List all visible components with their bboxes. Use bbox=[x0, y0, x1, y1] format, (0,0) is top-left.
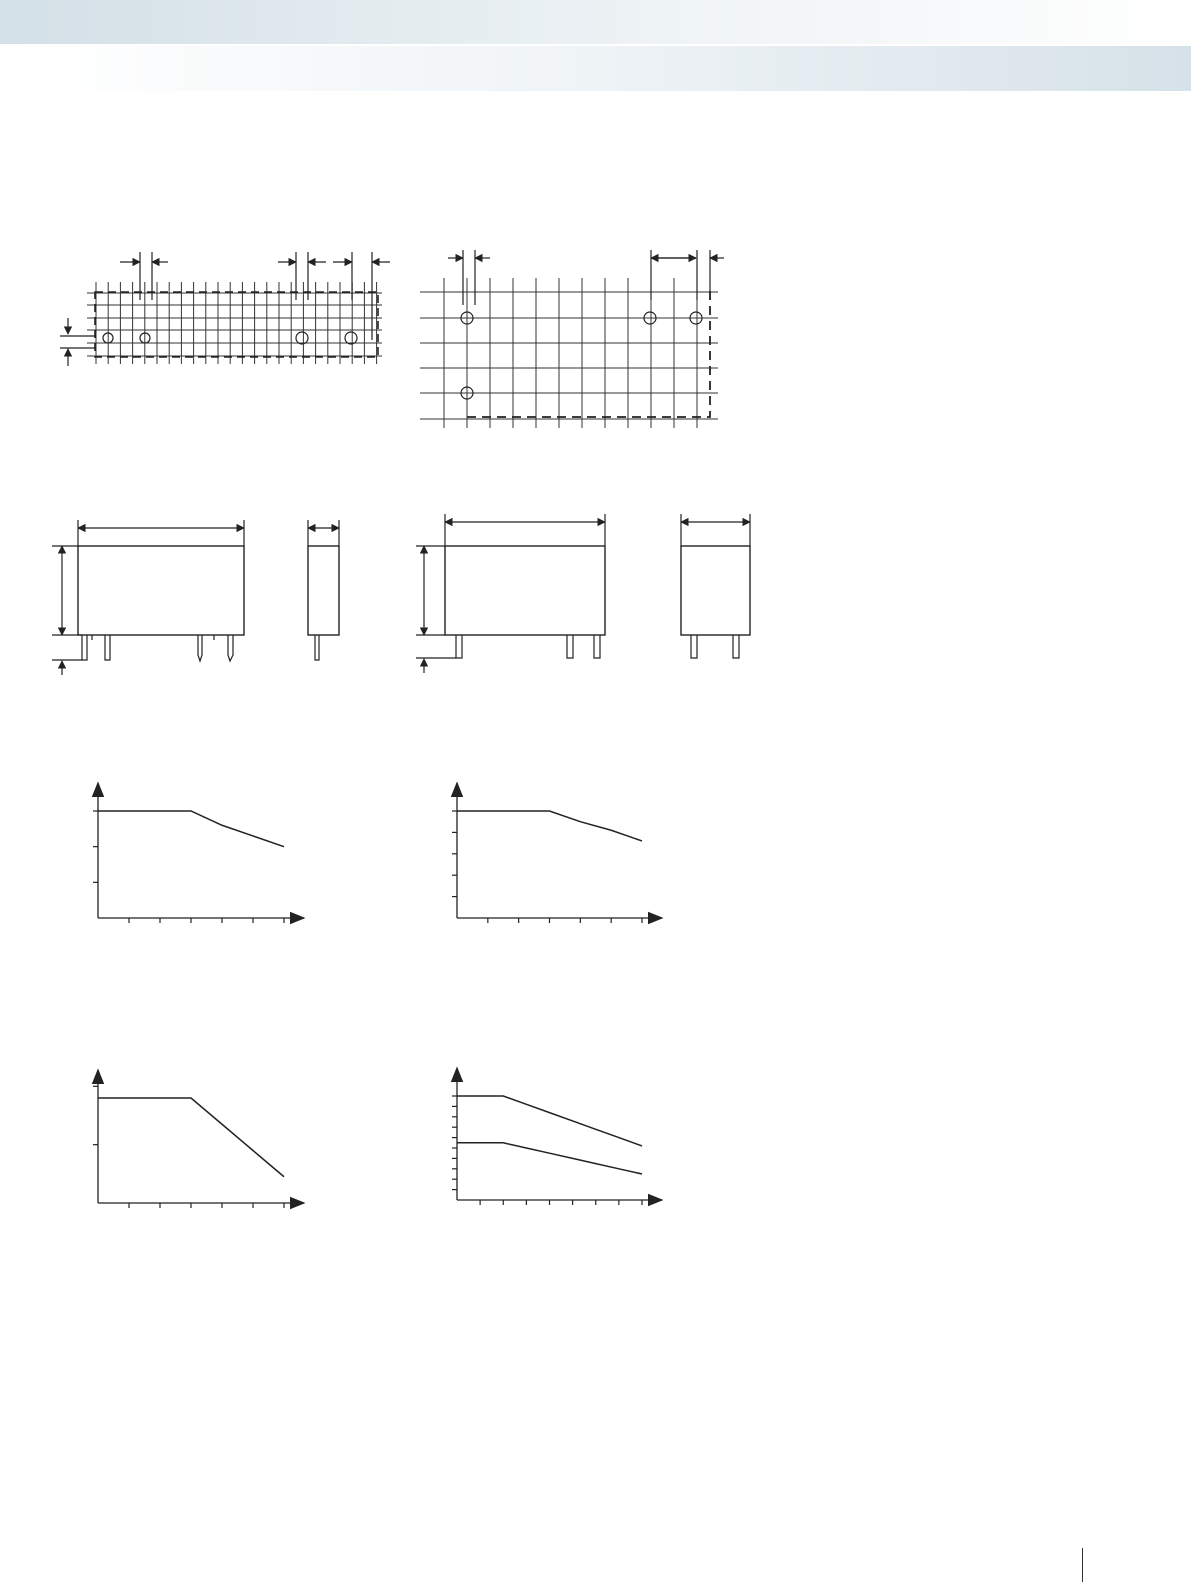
pin bbox=[691, 635, 697, 658]
relay-front-a bbox=[52, 520, 244, 675]
pcb-layout-right bbox=[420, 250, 724, 428]
relay-side-b bbox=[681, 514, 750, 658]
derating-chart-1 bbox=[93, 783, 304, 923]
pin bbox=[567, 635, 573, 658]
relay-front-b bbox=[416, 514, 605, 673]
series-line-1 bbox=[457, 1096, 642, 1146]
pcb-grid-left bbox=[87, 282, 382, 364]
pin-hole bbox=[296, 332, 308, 344]
pin bbox=[198, 635, 202, 661]
page-number-rule bbox=[1082, 1548, 1083, 1582]
relay-side-a bbox=[308, 520, 339, 660]
pin bbox=[105, 635, 110, 660]
series-line-1 bbox=[98, 811, 284, 847]
pin bbox=[82, 635, 87, 660]
pin-hole bbox=[345, 332, 357, 344]
pcb-layout-left bbox=[60, 252, 390, 366]
series-line-2 bbox=[457, 1143, 642, 1174]
derating-chart-4 bbox=[452, 1068, 662, 1205]
pin bbox=[315, 635, 319, 660]
series-line-1 bbox=[457, 811, 642, 841]
pin bbox=[228, 635, 233, 661]
pcb-grid-right bbox=[420, 278, 718, 428]
pin bbox=[456, 635, 462, 658]
pin bbox=[733, 635, 739, 658]
relay-outline-left bbox=[95, 292, 378, 357]
pin bbox=[594, 635, 600, 658]
derating-chart-3 bbox=[93, 1070, 304, 1208]
series-line-1 bbox=[98, 1098, 284, 1177]
derating-chart-2 bbox=[452, 783, 662, 923]
